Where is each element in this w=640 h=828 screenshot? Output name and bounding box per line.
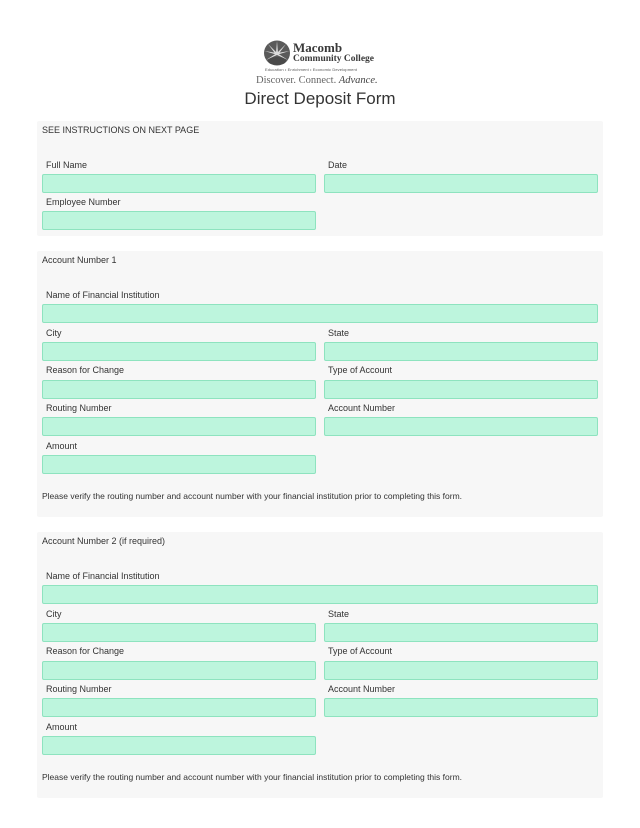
account1-type-input[interactable] — [324, 380, 598, 399]
account1-heading: Account Number 1 — [42, 255, 117, 265]
account2-routing-input[interactable] — [42, 698, 316, 717]
account1-reason-input[interactable] — [42, 380, 316, 399]
account2-type-input[interactable] — [324, 661, 598, 680]
account2-account-label: Account Number — [328, 684, 396, 694]
account2-account-input[interactable] — [324, 698, 598, 717]
logo-subline: Education • Enrichment • Economic Development — [265, 67, 358, 72]
account1-reason-label: Reason for Change — [46, 365, 125, 375]
account1-city-label: City — [46, 328, 62, 338]
full-name-input[interactable] — [42, 174, 316, 193]
account1-routing-label: Routing Number — [46, 403, 112, 413]
account2-amount-input[interactable] — [42, 736, 316, 755]
logo-tagline-italic: Advance. — [338, 75, 378, 86]
logo-tagline — [256, 75, 378, 86]
account1-state-label: State — [328, 328, 350, 338]
account1-amount-label: Amount — [46, 441, 78, 451]
account2-type-label: Type of Account — [328, 646, 393, 656]
account2-institution-input[interactable] — [42, 585, 598, 604]
account2-reason-label: Reason for Change — [46, 646, 125, 656]
account1-account-label: Account Number — [328, 403, 396, 413]
logo-name-line2: Community College — [293, 54, 375, 64]
full-name-label: Full Name — [46, 160, 88, 170]
account1-institution-input[interactable] — [42, 304, 598, 323]
account1-state-input[interactable] — [324, 342, 598, 361]
account1-panel — [37, 251, 603, 517]
account1-type-label: Type of Account — [328, 365, 393, 375]
account2-verify-note: Please verify the routing number and account number with your financial institution prior to completing this form. — [42, 772, 463, 782]
account2-reason-input[interactable] — [42, 661, 316, 680]
college-logo — [256, 37, 387, 89]
date-label: Date — [328, 160, 348, 170]
logo-tagline-plain: Discover. Connect. — [256, 75, 339, 86]
form-title: Direct Deposit Form — [244, 89, 396, 108]
account2-institution-label: Name of Financial Institution — [46, 571, 160, 581]
account1-amount-input[interactable] — [42, 455, 316, 474]
employee-number-label: Employee Number — [46, 197, 121, 207]
account1-verify-note: Please verify the routing number and account number with your financial institution prior to completing this form. — [42, 491, 463, 501]
date-input[interactable] — [324, 174, 598, 193]
logo-name-line1: Macomb — [293, 40, 343, 55]
account2-routing-label: Routing Number — [46, 684, 112, 694]
account2-heading: Account Number 2 (if required) — [42, 536, 166, 546]
college-emblem-icon — [262, 39, 292, 67]
account2-city-label: City — [46, 609, 62, 619]
account2-amount-label: Amount — [46, 722, 78, 732]
employee-info-panel — [37, 121, 603, 236]
account2-state-input[interactable] — [324, 623, 598, 642]
account1-city-input[interactable] — [42, 342, 316, 361]
account1-account-input[interactable] — [324, 417, 598, 436]
account1-routing-input[interactable] — [42, 417, 316, 436]
account1-institution-label: Name of Financial Institution — [46, 290, 160, 300]
account2-state-label: State — [328, 609, 350, 619]
account2-city-input[interactable] — [42, 623, 316, 642]
account2-panel — [37, 532, 603, 798]
instructions-note: SEE INSTRUCTIONS ON NEXT PAGE — [42, 125, 200, 135]
employee-number-input[interactable] — [42, 211, 316, 230]
